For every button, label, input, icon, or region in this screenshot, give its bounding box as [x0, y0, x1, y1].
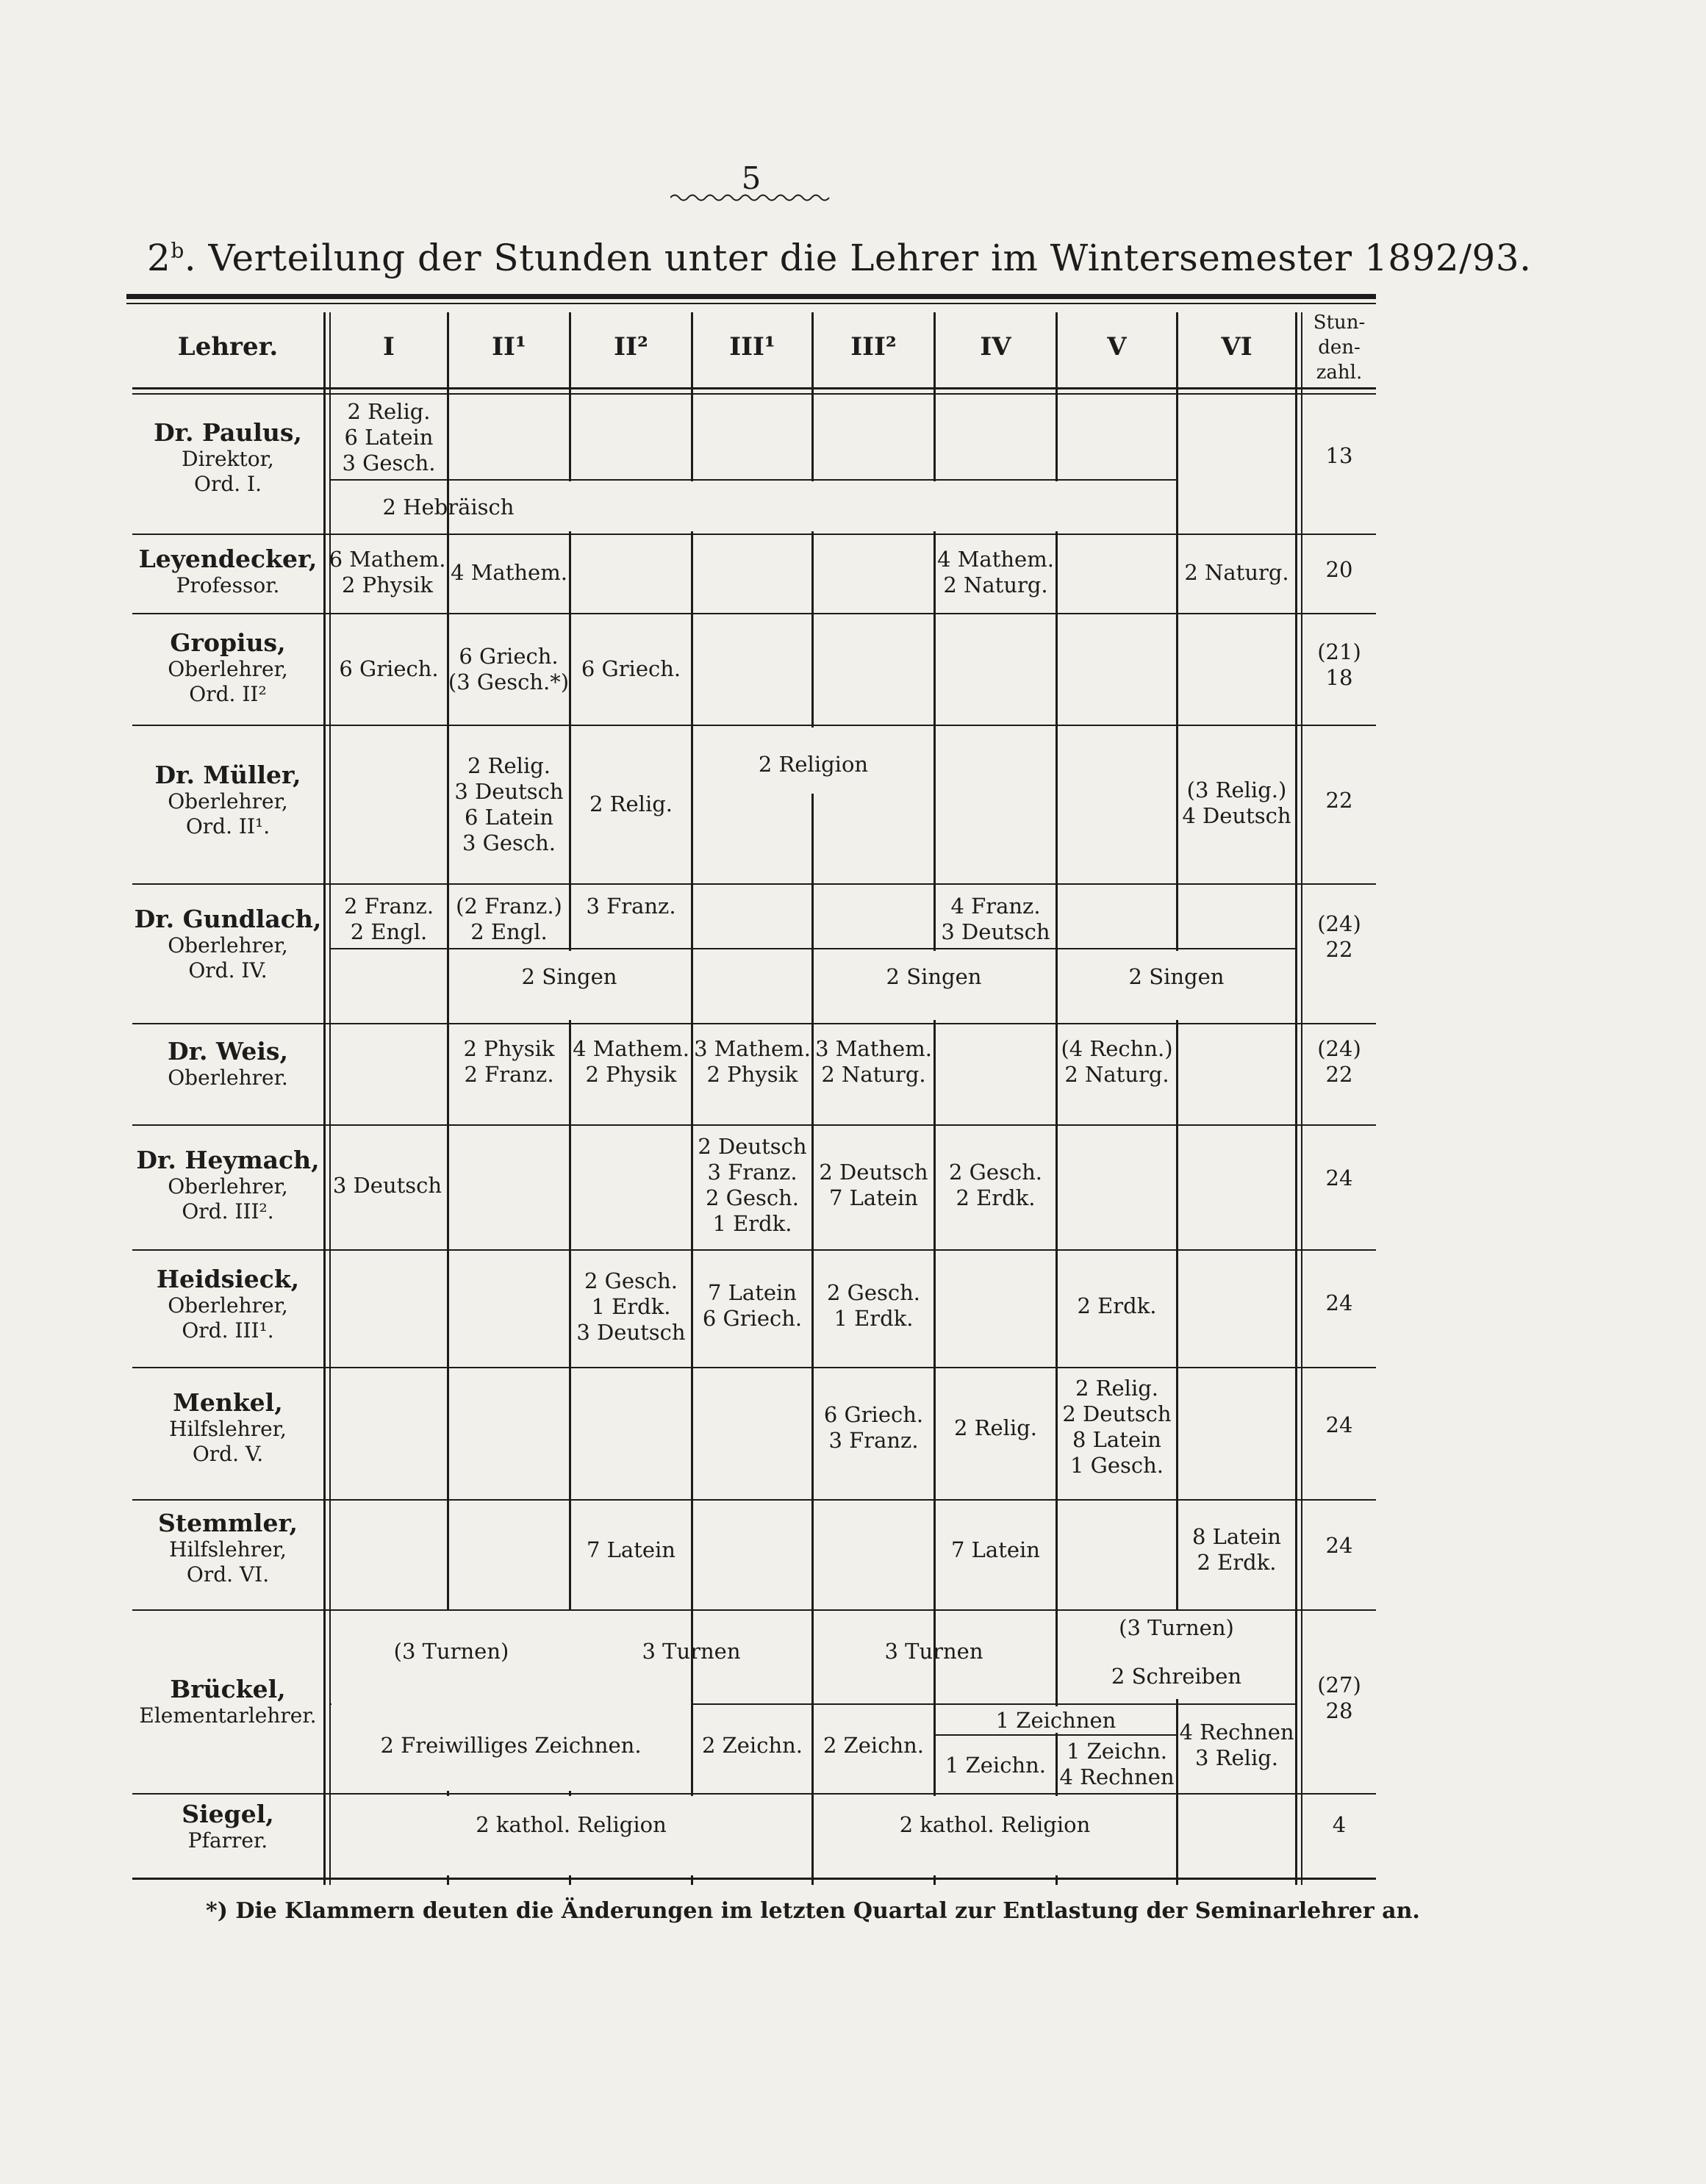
gundlach-i: 2 Franz. 2 Engl.	[343, 894, 434, 944]
row-separator	[132, 1249, 1376, 1251]
heymach-i: 3 Deutsch	[332, 1173, 442, 1198]
weis-ii2: 4 Mathem. 2 Physik	[573, 1036, 689, 1087]
header-lehrer: Lehrer.	[177, 332, 279, 362]
brueckel-turnen-4: (3 Turnen)	[1119, 1615, 1234, 1640]
brueckel-zeichnen-frei: 2 Freiwilliges Zeichnen.	[380, 1733, 642, 1758]
brueckel-turnen-2: 3 Turnen	[642, 1639, 741, 1664]
footnote: *) Die Klammern deuten die Änderungen im letzten Quartal zur Entlastung der Seminarlehrer an.	[206, 1898, 1420, 1924]
heidsieck-iii1: 7 Latein 6 Griech.	[702, 1280, 803, 1331]
gropius-total: (21) 18	[1317, 639, 1361, 690]
row-separator	[132, 1499, 1376, 1501]
siegel-religion-2: 2 kathol. Religion	[899, 1812, 1091, 1837]
weis-iii1: 3 Mathem. 2 Physik	[694, 1036, 811, 1087]
row-separator	[132, 1793, 1376, 1795]
teacher-brueckel: Brückel, Elementarlehrer.	[139, 1675, 317, 1728]
heymach-total: 24	[1325, 1165, 1353, 1190]
header-vi: VI	[1221, 332, 1252, 362]
row-separator	[132, 1367, 1376, 1368]
col-divider	[1301, 312, 1302, 1885]
sub-rule	[331, 948, 1295, 949]
header-iv: IV	[980, 332, 1011, 362]
col-divider	[1295, 312, 1297, 1885]
header-rule	[132, 387, 1376, 389]
top-rule-thin	[126, 303, 1376, 304]
brueckel-turnen-1: (3 Turnen)	[393, 1639, 509, 1664]
brueckel-turnen-3: 3 Turnen	[884, 1639, 983, 1664]
page-title: 2$^b$. Verteilung der Stunden unter die Lehrer im Wintersemester 1892/93.	[147, 237, 1532, 279]
teacher-gropius: Gropius, Oberlehrer, Ord. II²	[168, 628, 288, 706]
mueller-religion-span: 2 Religion	[758, 752, 869, 777]
stemmler-total: 24	[1325, 1533, 1353, 1558]
top-rule	[126, 294, 1376, 299]
weis-ii1: 2 Physik 2 Franz.	[463, 1036, 555, 1087]
row-separator	[132, 883, 1376, 885]
row-separator	[132, 1124, 1376, 1126]
brueckel-zeichnen-iv-v: 1 Zeichnen	[995, 1708, 1117, 1733]
heidsieck-v: 2 Erdk.	[1077, 1293, 1157, 1318]
header-i: I	[383, 332, 395, 362]
stemmler-ii2: 7 Latein	[587, 1537, 675, 1562]
teacher-heidsieck: Heidsieck, Oberlehrer, Ord. III¹.	[156, 1265, 300, 1343]
brueckel-vi: 4 Rechnen 3 Relig.	[1179, 1720, 1294, 1770]
gundlach-total: (24) 22	[1317, 911, 1361, 962]
siegel-total: 4	[1332, 1812, 1347, 1837]
gundlach-ii2: 3 Franz.	[586, 894, 676, 919]
teacher-paulus: Dr. Paulus, Direktor, Ord. I.	[154, 418, 302, 496]
mueller-vi: (3 Relig.) 4 Deutsch	[1182, 777, 1291, 828]
teacher-stemmler: Stemmler, Hilfslehrer, Ord. VI.	[158, 1509, 298, 1587]
span-mask	[331, 1611, 691, 1791]
leyendecker-ii1: 4 Mathem.	[451, 560, 567, 585]
brueckel-zeichn-iii2: 2 Zeichn.	[822, 1733, 925, 1758]
siegel-religion-1: 2 kathol. Religion	[476, 1812, 667, 1837]
teacher-leyendecker: Leyendecker, Professor.	[138, 545, 318, 597]
weis-v: (4 Rechn.) 2 Naturg.	[1061, 1036, 1173, 1087]
gundlach-singen-2: 2 Singen	[886, 964, 982, 989]
heymach-iv: 2 Gesch. 2 Erdk.	[948, 1160, 1043, 1210]
gundlach-iv: 4 Franz. 3 Deutsch	[941, 894, 1050, 944]
brueckel-schreiben: 2 Schreiben	[1111, 1664, 1242, 1689]
gundlach-ii1: (2 Franz.) 2 Engl.	[456, 894, 562, 944]
row-separator	[132, 1023, 1376, 1024]
leyendecker-total: 20	[1325, 557, 1353, 582]
teacher-gundlach: Dr. Gundlach, Oberlehrer, Ord. IV.	[134, 905, 322, 983]
mueller-ii2: 2 Relig.	[589, 791, 673, 816]
brueckel-zeichn-iii1: 2 Zeichn.	[701, 1733, 803, 1758]
teacher-siegel: Siegel, Pfarrer.	[182, 1800, 274, 1853]
header-v: V	[1107, 332, 1127, 362]
gropius-i: 6 Griech.	[339, 656, 439, 681]
wavy-rule	[670, 193, 831, 203]
mueller-total: 22	[1325, 788, 1353, 813]
leyendecker-i: 6 Mathem. 2 Physik	[329, 547, 446, 597]
gundlach-singen-1: 2 Singen	[521, 964, 617, 989]
header-rule-2	[132, 393, 1376, 395]
brueckel-total: (27) 28	[1317, 1673, 1361, 1723]
weis-iii2: 3 Mathem. 2 Naturg.	[815, 1036, 932, 1087]
menkel-iv: 2 Relig.	[954, 1415, 1037, 1440]
teacher-weis: Dr. Weis, Oberlehrer.	[168, 1037, 288, 1090]
paulus-total: 13	[1325, 443, 1353, 468]
menkel-total: 24	[1325, 1412, 1353, 1437]
sub-rule	[331, 479, 1176, 481]
leyendecker-iv: 4 Mathem. 2 Naturg.	[937, 547, 1054, 597]
stemmler-vi: 8 Latein 2 Erdk.	[1192, 1524, 1281, 1575]
heidsieck-iii2: 2 Gesch. 1 Erdk.	[826, 1280, 921, 1331]
gropius-ii1: 6 Griech. (3 Gesch.*)	[448, 644, 570, 694]
row-separator	[132, 534, 1376, 535]
header-iii2: III²	[850, 332, 897, 362]
paulus-hebraeisch: 2 Hebräisch	[382, 495, 515, 520]
heidsieck-total: 24	[1325, 1290, 1353, 1315]
heidsieck-ii2: 2 Gesch. 1 Erdk. 3 Deutsch	[576, 1268, 686, 1345]
brueckel-iv-zeichn: 1 Zeichn.	[945, 1753, 1047, 1778]
gundlach-singen-3: 2 Singen	[1128, 964, 1225, 989]
gropius-ii2: 6 Griech.	[581, 656, 681, 681]
menkel-iii2: 6 Griech. 3 Franz.	[823, 1402, 924, 1453]
teacher-mueller: Dr. Müller, Oberlehrer, Ord. II¹.	[154, 761, 301, 838]
teacher-heymach: Dr. Heymach, Oberlehrer, Ord. III².	[136, 1146, 320, 1224]
header-stunden: Stun- den- zahl.	[1313, 312, 1366, 384]
header-ii2: II²	[614, 332, 648, 362]
teacher-menkel: Menkel, Hilfslehrer, Ord. V.	[169, 1388, 287, 1466]
mueller-ii1: 2 Relig. 3 Deutsch 6 Latein 3 Gesch.	[454, 753, 564, 855]
page-number: 5	[741, 160, 761, 196]
col-divider	[323, 312, 326, 1885]
row-separator	[132, 613, 1376, 614]
heymach-iii1: 2 Deutsch 3 Franz. 2 Gesch. 1 Erdk.	[698, 1134, 807, 1236]
sub-rule	[936, 1734, 1176, 1736]
heymach-iii2: 2 Deutsch 7 Latein	[819, 1160, 928, 1210]
paulus-i: 2 Relig. 6 Latein 3 Gesch.	[342, 399, 436, 475]
leyendecker-vi: 2 Naturg.	[1184, 560, 1289, 585]
menkel-v: 2 Relig. 2 Deutsch 8 Latein 1 Gesch.	[1062, 1376, 1172, 1478]
header-ii1: II¹	[492, 332, 526, 362]
header-iii1: III¹	[729, 332, 775, 362]
weis-total: (24) 22	[1317, 1036, 1361, 1087]
stemmler-iv: 7 Latein	[951, 1537, 1040, 1562]
bottom-rule	[132, 1878, 1376, 1880]
brueckel-v-zeichn: 1 Zeichn. 4 Rechnen	[1059, 1739, 1175, 1789]
row-separator	[132, 725, 1376, 726]
